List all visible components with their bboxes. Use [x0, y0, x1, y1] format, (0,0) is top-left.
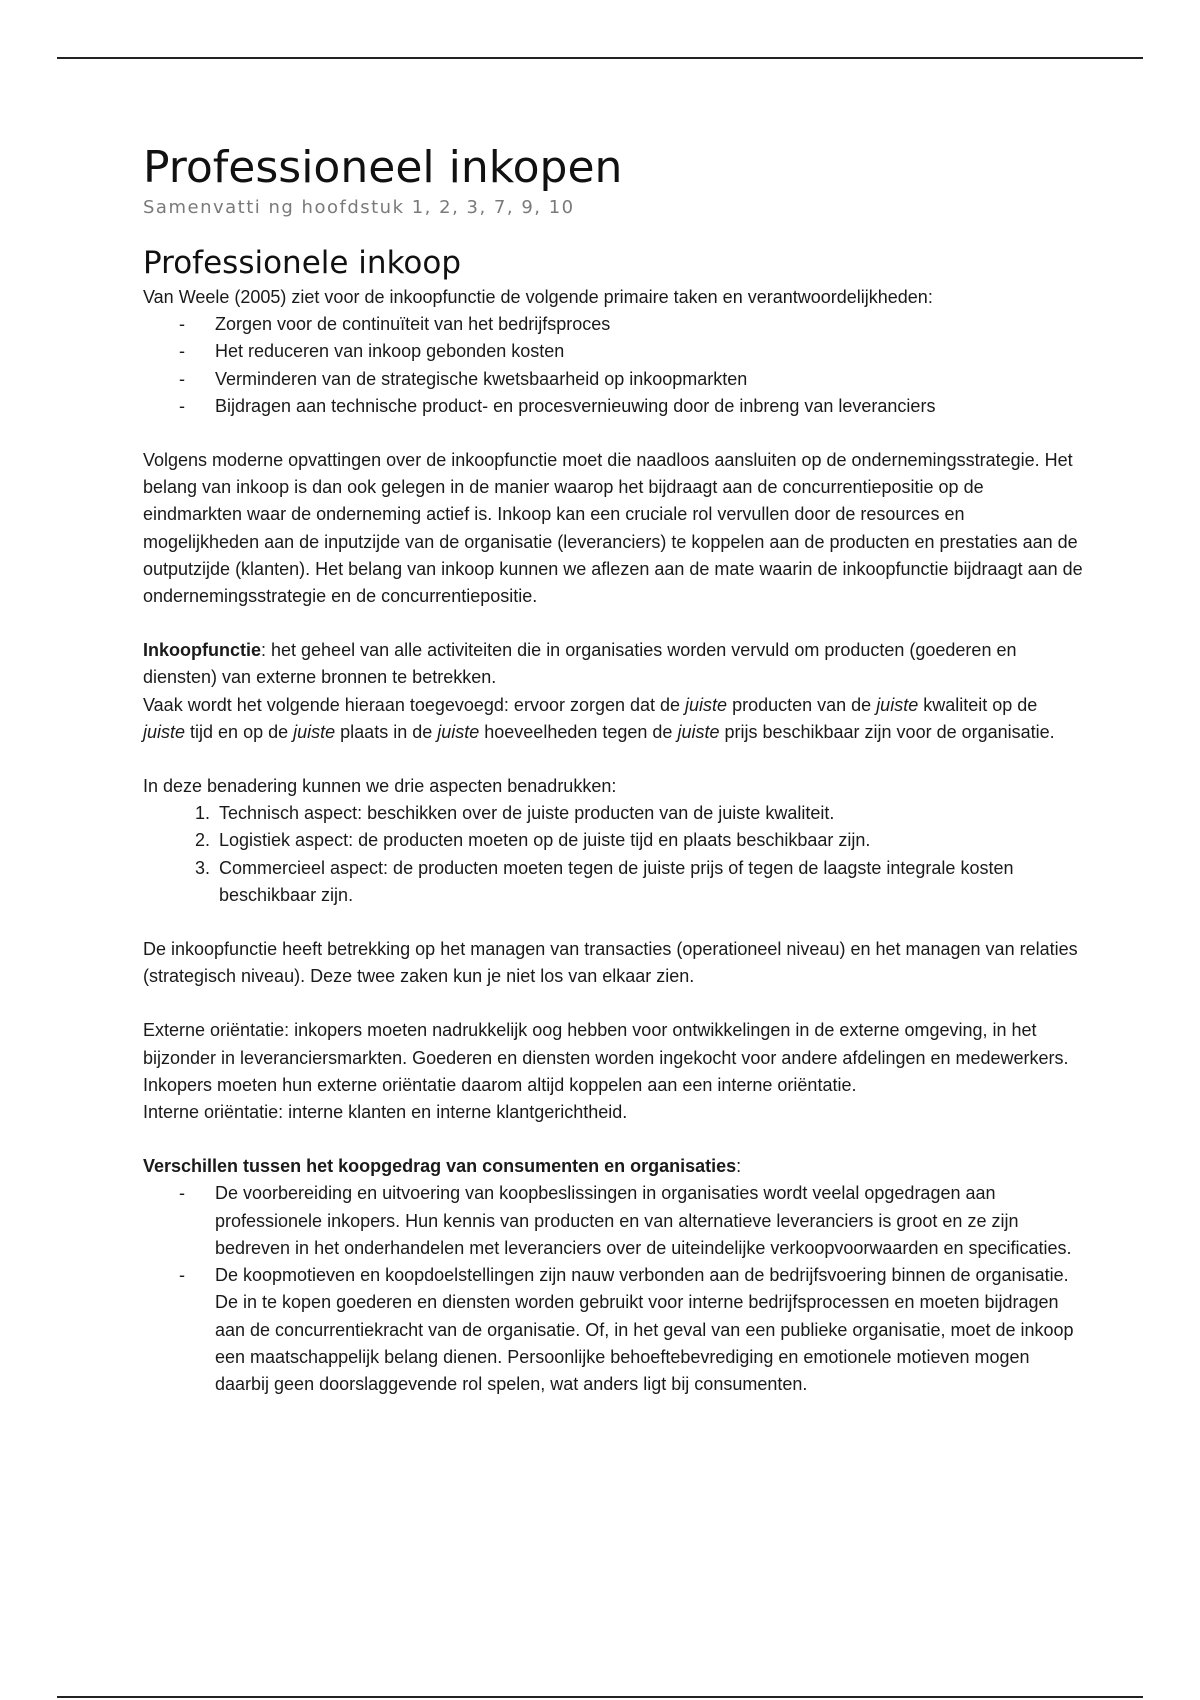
document-subtitle: Samenvatti ng hoofdstuk 1, 2, 3, 7, 9, 10 [143, 197, 575, 218]
bottom-rule [57, 1696, 1143, 1698]
list-item: - Het reduceren van inkoop gebonden kosten [215, 338, 1083, 365]
primary-tasks-list [143, 311, 1083, 420]
modern-view-paragraph: Volgens moderne opvattingen over de inkoopfunctie moet die naadloos aansluiten op de ondernemingsstrategie. Het belang van inkoop is dan ook gelegen in de manier waarop het bijdraagt aan de concurrentiepositie op de eindmarkten waar de onderneming actief is. Inkoop kan een cruciale rol vervullen door de resources en mogelijkheden aan de inputzijde van de organisatie (leveranciers) te koppelen aan de producten en prestaties aan de outputzijde (klanten). Het belang van inkoop kunnen we aflezen aan de mate waarin de inkoopfunctie bijdraagt aan de ondernemingsstrategie en de concurrentiepositie. [143, 450, 1083, 607]
intro-paragraph: Van Weele (2005) ziet voor de inkoopfunctie de volgende primaire taken en verantwoordelijkheden: [143, 287, 933, 307]
internal-orientation-paragraph: Interne oriëntatie: interne klanten en interne klantgerichtheid. [143, 1102, 628, 1123]
document-title: Professioneel inkopen [143, 142, 623, 193]
list-item: 2. Logistiek aspect: de producten moeten op de juiste tijd en plaats beschikbaar zijn. [215, 827, 1083, 854]
definition-text: : het geheel van alle activiteiten die in organisaties worden vervuld om producten (goederen en diensten) van externe bronnen te betrekken. [143, 640, 1017, 688]
list-item: 3. Commercieel aspect: de producten moeten tegen de juiste prijs of tegen de laagste integrale kosten beschikbaar zijn. [215, 855, 1083, 909]
aspects-intro: In deze benadering kunnen we drie aspecten benadrukken: [143, 776, 617, 797]
definition-term: Inkoopfunctie [143, 640, 261, 661]
differences-list [143, 1180, 1083, 1398]
document-body [143, 140, 1083, 1398]
top-rule [57, 57, 1143, 59]
list-item: - Verminderen van de strategische kwetsbaarheid op inkoopmarkten [215, 366, 1083, 393]
list-item: 1. Technisch aspect: beschikken over de juiste producten van de juiste kwaliteit. [215, 800, 1083, 827]
section-heading: Professionele inkoop [143, 245, 462, 281]
differences-heading: Verschillen tussen het koopgedrag van consumenten en organisaties: [143, 1156, 742, 1177]
aspects-list [143, 800, 1083, 909]
transactions-paragraph: De inkoopfunctie heeft betrekking op het managen van transacties (operationeel niveau) en het managen van relaties (strategisch niveau). Deze twee zaken kun je niet los van elkaar zien. [143, 939, 1078, 987]
list-item: - Bijdragen aan technische product- en procesvernieuwing door de inbreng van leveranciers [215, 393, 1083, 420]
list-item: - Zorgen voor de continuïteit van het bedrijfsproces [215, 311, 1083, 338]
external-orientation-paragraph: Externe oriëntatie: inkopers moeten nadrukkelijk oog hebben voor ontwikkelingen in de externe omgeving, in het bijzonder in leveranciersmarkten. Goederen en diensten worden ingekocht voor andere afdelingen en medewerkers. Inkopers moeten hun externe oriëntatie daarom altijd koppelen aan een interne oriëntatie. [143, 1020, 1069, 1095]
list-item: - De voorbereiding en uitvoering van koopbeslissingen in organisaties wordt veelal opgedragen aan professionele inkopers. Hun kennis van producten en van alternatieve leveranciers is groot en ze zijn bedreven in het onderhandelen met leveranciers over de uiteindelijke verkoopvoorwaarden en specificaties. [215, 1180, 1083, 1262]
list-item: - De koopmotieven en koopdoelstellingen zijn nauw verbonden aan de bedrijfsvoering binnen de organisatie. De in te kopen goederen en diensten worden gebruikt voor interne bedrijfsprocessen en moeten bijdragen aan de concurrentiekracht van de organisatie. Of, in het geval van een publieke organisatie, moet de inkoop een maatschappelijk belang dienen. Persoonlijke behoeftebevrediging en emotionele motieven mogen daarbij geen doorslaggevende rol spelen, wat anders ligt bij consumenten. [215, 1262, 1083, 1398]
definition-paragraph [143, 637, 1083, 691]
addition-paragraph: Vaak wordt het volgende hieraan toegevoegd: ervoor zorgen dat de juiste producten van de juiste kwaliteit op de juiste tijd en op de juiste plaats in de juiste hoeveelheden tegen de juiste prijs beschikbaar zijn voor de organisatie. [143, 694, 1055, 742]
